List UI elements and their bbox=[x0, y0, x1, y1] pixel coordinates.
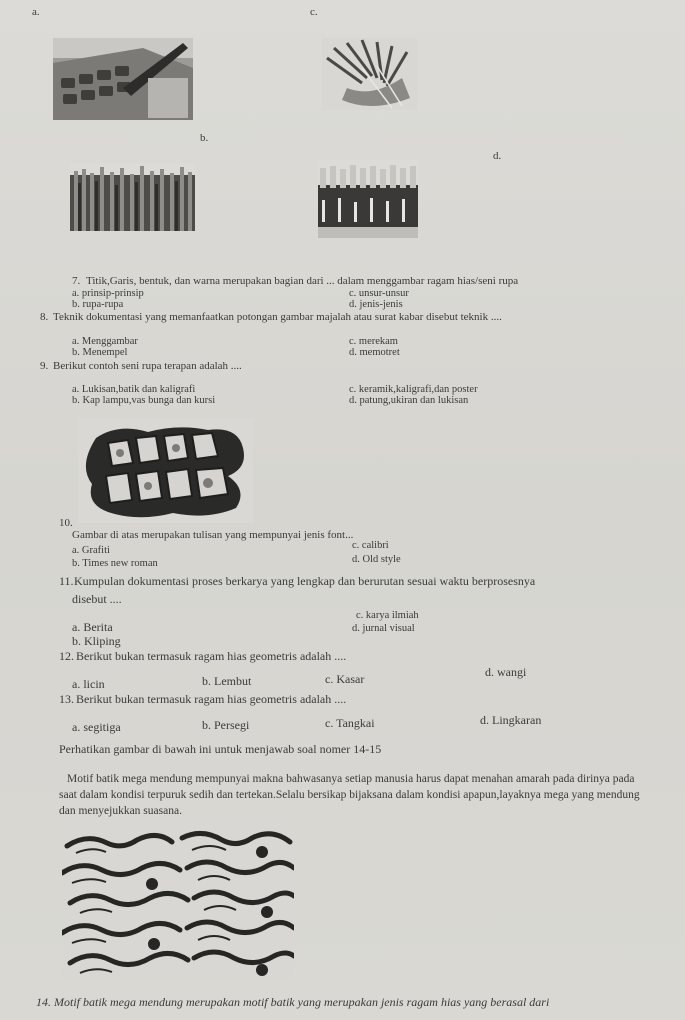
question-11-option-d: d. jurnal visual bbox=[352, 623, 415, 634]
mega-mendung-paragraph: Motif batik mega mendung mempunyai makna bahwasanya setiap manusia harus dapat menahan amarah pada dirinya pada saat dalam kondisi terpuruk sedih dan tertekan.Selalu bersikap bijaksana dalam kondisi apapun,layaknya mega yang mendung dan menyejukkan suasana. bbox=[59, 773, 640, 817]
question-7-option-d: d. jenis-jenis bbox=[349, 299, 403, 310]
question-8-text: Teknik dokumentasi yang memanfaatkan potongan gambar majalah atau surat kabar disebut teknik .... bbox=[53, 311, 502, 323]
question-12-option-d: d. wangi bbox=[485, 665, 527, 679]
question-13-option-d: d. Lingkaran bbox=[480, 713, 542, 727]
question-9-option-d: d. patung,ukiran dan lukisan bbox=[349, 395, 469, 406]
question-11-number: 11. bbox=[59, 574, 74, 588]
question-7-text: Titik,Garis, bentuk, dan warna merupakan bagian dari ... dalam menggambar ragam hias/seni rupa bbox=[86, 275, 519, 287]
question-9-option-b: b. Kap lampu,vas bunga dan kursi bbox=[72, 395, 216, 406]
markers-image bbox=[318, 160, 418, 238]
question-9-number: 9. bbox=[40, 360, 49, 372]
question-12-text: Berikut bukan termasuk ragam hias geometris adalah .... bbox=[76, 649, 347, 663]
question-13-option-b: b. Persegi bbox=[202, 718, 250, 732]
watercolor-palette-image bbox=[53, 38, 193, 120]
question-8-option-a: a. Menggambar bbox=[72, 336, 138, 347]
question-8-number: 8. bbox=[40, 311, 49, 323]
question-11-text-continued: disebut .... bbox=[72, 592, 122, 606]
question-8-option-c: c. merekam bbox=[349, 336, 398, 347]
colored-pencils-image bbox=[70, 163, 195, 231]
question-11-option-a: a. Berita bbox=[72, 620, 113, 634]
question-11-option-b: b. Kliping bbox=[72, 634, 121, 648]
mega-mendung-batik-image bbox=[62, 828, 294, 978]
image-label-d: d. bbox=[493, 150, 502, 162]
question-11-text: Kumpulan dokumentasi proses berkarya yang lengkap dan berurutan sesuai waktu berprosesnya bbox=[74, 574, 536, 588]
image-label-b: b. bbox=[200, 132, 209, 144]
instruction-text: Perhatikan gambar di bawah ini untuk menjawab soal nomer 14-15 bbox=[59, 742, 382, 756]
question-9-option-a: a. Lukisan,batik dan kaligrafi bbox=[72, 384, 196, 395]
question-9-text: Berikut contoh seni rupa terapan adalah .... bbox=[53, 360, 242, 372]
question-7-option-a: a. prinsip-prinsip bbox=[72, 288, 144, 299]
image-label-a: a. bbox=[32, 6, 40, 18]
paintbrushes-image bbox=[322, 38, 417, 110]
question-12-option-c: c. Kasar bbox=[325, 672, 365, 686]
question-10-text: Gambar di atas merupakan tulisan yang mempunyai jenis font... bbox=[72, 529, 354, 541]
question-13-option-c: c. Tangkai bbox=[325, 716, 375, 730]
question-14-text: 14. Motif batik mega mendung merupakan motif batik yang merupakan jenis ragam hias yang berasal dari bbox=[36, 995, 550, 1009]
question-13-option-a: a. segitiga bbox=[72, 720, 121, 734]
question-9-option-c: c. keramik,kaligrafi,dan poster bbox=[349, 384, 478, 395]
question-8-option-b: b. Menempel bbox=[72, 347, 128, 358]
graffiti-image bbox=[78, 418, 253, 523]
question-10-option-b: b. Times new roman bbox=[72, 558, 158, 569]
question-7-number: 7. bbox=[72, 275, 81, 287]
question-10-option-d: d. Old style bbox=[352, 554, 401, 565]
question-10-option-c: c. calibri bbox=[352, 540, 389, 551]
question-10-number: 10. bbox=[59, 517, 73, 529]
question-11-option-c: c. karya ilmiah bbox=[356, 610, 419, 621]
question-8-option-d: d. memotret bbox=[349, 347, 400, 358]
question-13-number: 13. bbox=[59, 692, 74, 706]
question-12-option-a: a. licin bbox=[72, 677, 105, 691]
question-12-number: 12. bbox=[59, 649, 74, 663]
question-7-option-c: c. unsur-unsur bbox=[349, 288, 409, 299]
question-13-text: Berikut bukan termasuk ragam hias geometris adalah .... bbox=[76, 692, 347, 706]
image-label-c: c. bbox=[310, 6, 318, 18]
question-12-option-b: b. Lembut bbox=[202, 674, 252, 688]
question-10-option-a: a. Grafiti bbox=[72, 545, 110, 556]
question-7-option-b: b. rupa-rupa bbox=[72, 299, 124, 310]
